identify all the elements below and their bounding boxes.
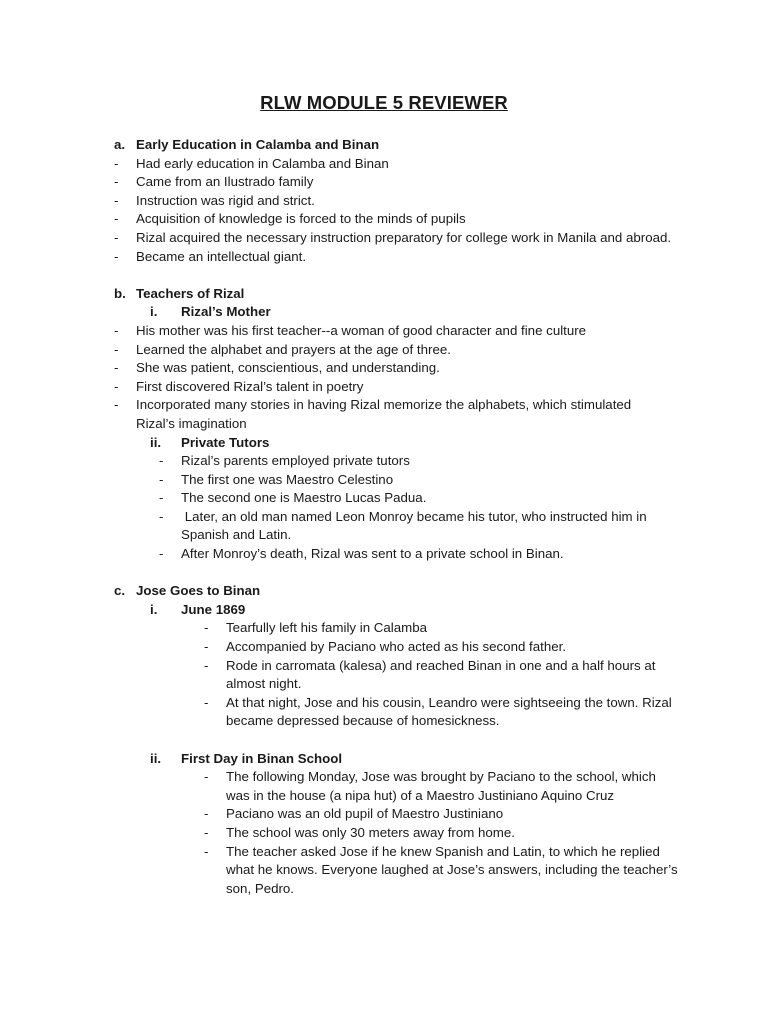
section-marker: b. [114, 285, 126, 301]
bullet-dash: - [114, 248, 119, 264]
subsection-title: Private Tutors [181, 434, 270, 450]
list-item: - Tearfully left his family in Calamba [0, 619, 768, 638]
list-item: - She was patient, conscientious, and understanding. [0, 359, 768, 378]
list-item: - Incorporated many stories in having Rizal memorize the alphabets, which stimulated Rizal’s imagination [114, 397, 632, 431]
list-item: - Accompanied by Paciano who acted as his second father. [0, 638, 768, 657]
list-item: - Came from an Ilustrado family [0, 173, 768, 192]
list-item: - The teacher asked Jose if he knew Spanish and Latin, to which he replied what he knows. Everyone laughed at Jose’s answers, including the teacher’s son, Pedro. [204, 843, 678, 896]
bullet-dash: - [114, 341, 119, 357]
list-item: - Paciano was an old pupil of Maestro Justiniano [0, 805, 768, 824]
list-item: - The school was only 30 meters away from home. [0, 824, 768, 843]
subsection-b-ii-heading [0, 434, 768, 453]
subsection-title: Rizal’s Mother [181, 304, 271, 320]
subsection-c-ii-heading [0, 750, 768, 769]
spacer [0, 731, 768, 750]
subsection-marker: i. [150, 304, 158, 320]
subsection-title: June 1869 [181, 601, 246, 617]
list-item: - Later, an old man named Leon Monroy became his tutor, who instructed him in Spanish and Latin. [159, 508, 651, 543]
list-item: - Became an intellectual giant. [0, 248, 768, 267]
list-item: - First discovered Rizal’s talent in poetry [0, 378, 768, 397]
bullet-dash: - [159, 490, 164, 506]
bullet-dash: - [204, 843, 209, 859]
list-item: - His mother was his first teacher--a woman of good character and fine culture [0, 322, 768, 341]
bullet-dash: - [114, 229, 119, 245]
list-item: - The first one was Maestro Celestino [0, 471, 768, 490]
list-item: - Acquisition of knowledge is forced to the minds of pupils [0, 210, 768, 229]
bullet-dash: - [159, 546, 164, 562]
bullet-dash: - [114, 155, 119, 171]
subsection-marker: ii. [150, 434, 162, 450]
section-c-heading [0, 582, 768, 601]
subsection-c-i-heading [0, 601, 768, 620]
subsection-marker: i. [150, 601, 158, 617]
bullet-dash: - [159, 508, 164, 524]
page-title: RLW MODULE 5 REVIEWER [260, 92, 508, 113]
bullet-dash: - [114, 211, 119, 227]
list-item: - At that night, Jose and his cousin, Leandro were sightseeing the town. Rizal became depressed because of homesickness. [204, 694, 672, 729]
document-body [0, 136, 768, 898]
bullet-dash: - [114, 174, 119, 190]
list-item: - Learned the alphabet and prayers at the age of three. [0, 341, 768, 360]
bullet-dash: - [114, 192, 119, 208]
bullet-dash: - [159, 471, 164, 487]
list-item: - Instruction was rigid and strict. [0, 192, 768, 211]
list-item: - Had early education in Calamba and Binan [0, 155, 768, 174]
section-b-heading [0, 285, 768, 304]
bullet-dash: - [159, 453, 164, 469]
spacer [0, 564, 768, 583]
list-item: - After Monroy’s death, Rizal was sent to a private school in Binan. [0, 545, 768, 564]
list-item: - Rizal’s parents employed private tutors [0, 452, 768, 471]
spacer [0, 266, 768, 285]
bullet-dash: - [204, 620, 209, 636]
bullet-dash: - [204, 657, 209, 673]
bullet-dash: - [114, 322, 119, 338]
bullet-dash: - [204, 806, 209, 822]
bullet-dash: - [204, 694, 209, 710]
section-a-heading [0, 136, 768, 155]
bullet-dash: - [114, 378, 119, 394]
list-item: - The second one is Maestro Lucas Padua. [0, 489, 768, 508]
bullet-dash: - [114, 360, 119, 376]
bullet-dash: - [114, 397, 119, 413]
list-item: - Rizal acquired the necessary instruction preparatory for college work in Manila and abroad. [0, 229, 768, 248]
subsection-b-i-heading [0, 303, 768, 322]
section-title: Teachers of Rizal [136, 285, 245, 301]
bullet-dash: - [204, 824, 209, 840]
section-marker: c. [114, 583, 126, 599]
section-title: Jose Goes to Binan [136, 583, 261, 599]
list-item: - The following Monday, Jose was brought by Paciano to the school, which was in the house (a nipa hut) of a Maestro Justiniano Aquino Cruz [204, 769, 656, 803]
bullet-dash: - [204, 769, 209, 785]
bullet-dash: - [204, 639, 209, 655]
subsection-title: First Day in Binan School [181, 750, 343, 766]
section-title: Early Education in Calamba and Binan [136, 137, 380, 152]
list-item: - Rode in carromata (kalesa) and reached Binan in one and a half hours at almost night. [204, 657, 656, 692]
subsection-marker: ii. [150, 750, 162, 766]
section-marker: a. [114, 137, 126, 152]
